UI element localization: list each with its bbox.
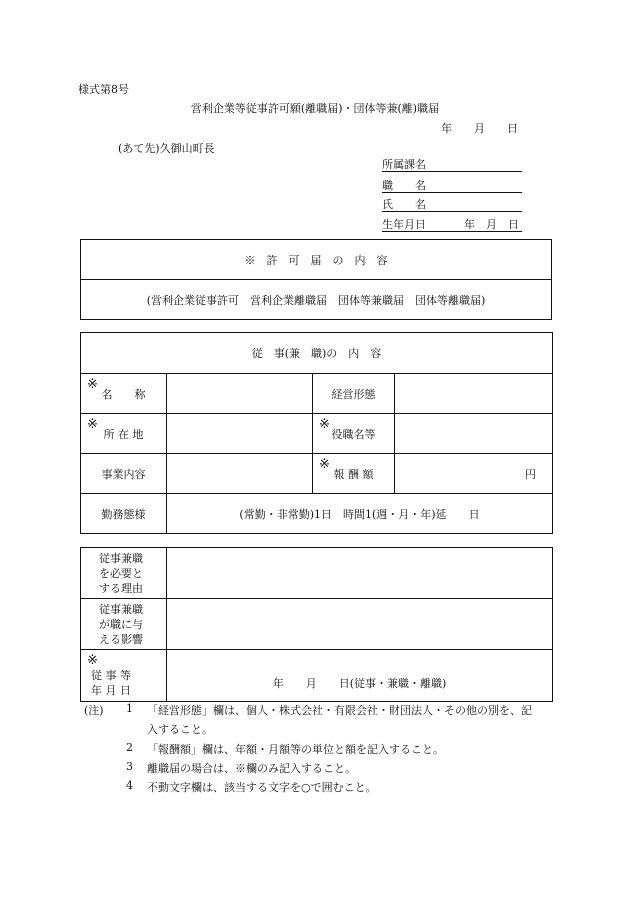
reason-input[interactable] xyxy=(167,548,553,599)
note-text: 「報酬額」欄は、年額・月額等の単位と額を記入すること。 xyxy=(147,743,444,756)
birthdate-field[interactable] xyxy=(382,215,522,232)
engagement-date-input[interactable]: 年 月 日(従事・兼職・離職) xyxy=(167,650,553,702)
reason-label-line: を必要と xyxy=(99,566,143,580)
required-mark: ※ xyxy=(87,417,98,432)
note-number: 1 xyxy=(126,702,133,715)
birthdate-suffix: 年 月 日 xyxy=(464,218,519,231)
org-name-label-cell xyxy=(81,374,167,414)
engagement-date-label xyxy=(81,650,167,702)
pay-input[interactable] xyxy=(395,454,553,494)
org-name-label: 名 称 xyxy=(101,387,146,401)
birthdate-label: 生年月日 xyxy=(382,218,426,231)
reason-table xyxy=(80,547,553,702)
note-number: 3 xyxy=(126,760,133,773)
impact-label-line: 従事兼職 xyxy=(99,602,143,616)
pay-unit: 円 xyxy=(525,467,537,481)
engagement-header: 従 事(兼 職)の 内 容 xyxy=(81,333,553,374)
required-mark: ※ xyxy=(319,457,330,472)
submission-date: 年 月 日 xyxy=(441,122,518,135)
note-text: 離職届の場合は、※欄のみ記入すること。 xyxy=(147,762,356,775)
note-text: 不動文字欄は、該当する文字を○で囲むこと。 xyxy=(147,781,377,794)
note-text: 「経営形態」欄は、個人・株式会社・有限会社・財団法人・その他の別を、記 xyxy=(147,704,532,717)
permission-options[interactable]: (営利企業従事許可 営利企業離職届 団体等兼職届 団体等離職届) xyxy=(81,280,552,320)
business-content-label: 事業内容 xyxy=(81,454,167,494)
impact-label-line: える影響 xyxy=(99,632,143,646)
impact-label xyxy=(81,599,167,650)
role-label: 役職名等 xyxy=(331,427,376,441)
note-text: 入すること。 xyxy=(147,723,213,736)
permission-header: ※ 許 可 届 の 内 容 xyxy=(81,240,552,280)
role-label-cell xyxy=(313,414,395,454)
notes-prefix: (注) xyxy=(84,704,104,717)
permission-content-table xyxy=(80,239,552,320)
required-mark: ※ xyxy=(87,653,98,668)
note-number: 2 xyxy=(126,741,133,754)
org-name-input[interactable] xyxy=(167,374,313,414)
department-field[interactable] xyxy=(382,155,522,172)
pay-label: 報 酬 額 xyxy=(333,467,374,481)
note-number: 4 xyxy=(126,779,133,792)
business-content-input[interactable] xyxy=(167,454,313,494)
reason-label xyxy=(81,548,167,599)
engagement-content-table xyxy=(80,332,553,534)
position-label: 職 名 xyxy=(382,179,426,192)
impact-label-line: が職に与 xyxy=(99,617,143,631)
addressee: (あて先)久御山町長 xyxy=(118,142,215,155)
location-input[interactable] xyxy=(167,414,313,454)
required-mark: ※ xyxy=(319,417,330,432)
department-label: 所属課名 xyxy=(382,158,426,171)
form-title: 営利企業等従事許可願(離職届)・団体等兼(離)職届 xyxy=(190,102,440,115)
form-number: 様式第8号 xyxy=(78,83,129,96)
role-input[interactable] xyxy=(395,414,553,454)
business-form-input[interactable] xyxy=(395,374,553,414)
impact-input[interactable] xyxy=(167,599,553,650)
required-mark: ※ xyxy=(87,377,98,392)
work-style-label: 勤務態様 xyxy=(81,494,167,534)
engagement-date-line: 従 事 等 xyxy=(91,669,131,682)
work-style-input[interactable]: (常勤・非常勤)1日 時間1(週・月・年)延 日 xyxy=(167,494,553,534)
reason-label-line: する理由 xyxy=(99,581,143,595)
pay-label-cell xyxy=(313,454,395,494)
engagement-date-line: 年 月 日 xyxy=(91,684,131,697)
location-label: 所 在 地 xyxy=(103,427,144,441)
business-form-label: 経営形態 xyxy=(313,374,395,414)
name-field[interactable] xyxy=(382,195,522,212)
name-label: 氏 名 xyxy=(382,198,426,211)
reason-label-line: 従事兼職 xyxy=(99,551,143,565)
position-field[interactable] xyxy=(382,176,522,193)
location-label-cell xyxy=(81,414,167,454)
